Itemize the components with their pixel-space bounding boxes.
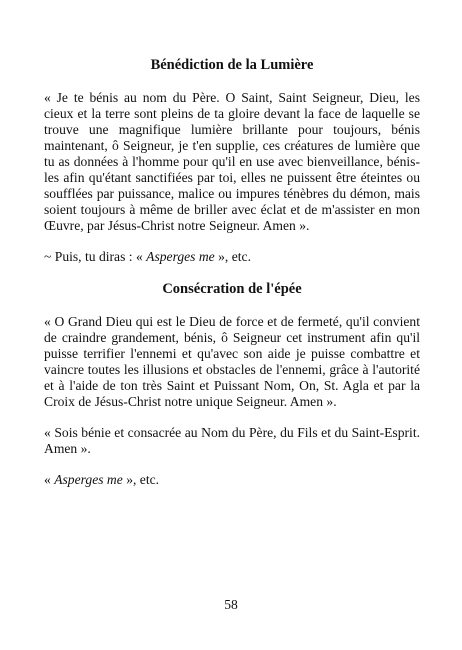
page-content — [44, 56, 420, 503]
benediction-note-prefix: ~ Puis, tu diras : « — [44, 249, 147, 264]
consecration-note — [44, 472, 420, 488]
benediction-prayer: « Je te bénis au nom du Père. O Saint, Saint Seigneur, Dieu, les cieux et la terre sont pleins de ta gloire devant la face de laquelle se trouve une magnifique lumière brillante pour toujours, bénis maintenant, ô Seigneur, je t'en supplie, ces créatures de lumière que tu as données à l'homme pour qu'il en use avec bienveillance, bénis-les afin qu'étant sanctifiées par toi, elles ne puissent être éteintes ou soufflées par puissance, malice ou impures ténèbres du démon, mais soient toujours à même de briller avec éclat et de m'assister en mon Œuvre, par Jésus-Christ notre Seigneur. Amen ». — [44, 90, 420, 233]
consecration-note-prefix: « — [44, 472, 55, 487]
page-number: 58 — [224, 597, 238, 612]
consecration-prayer: « O Grand Dieu qui est le Dieu de force et de fermeté, qu'il convient de craindre grandement, bénis, ô Seigneur cet instrument afin qu'il puisse terrifier l'ennemi et qu'avec son aide je puisse combattre et vaincre toutes les illusions et obstacles de l'ennemi, grâce à l'autorité et à l'aide de ton très Saint et Puissant Nom, On, St. Agla et par la Croix de Jésus-Christ notre unique Seigneur. Amen ». — [44, 314, 420, 409]
benediction-note-suffix: », etc. — [214, 249, 251, 264]
consecration-note-suffix: », etc. — [122, 472, 160, 487]
section-title-consecration: Consécration de l'épée — [162, 281, 302, 297]
consecration-note-italic: Asperges me — [54, 472, 123, 487]
benediction-note — [44, 249, 420, 265]
benediction-note-italic: Asperges me — [146, 249, 215, 264]
consecration-blessing: « Sois bénie et consacrée au Nom du Père, du Fils et du Saint-Esprit. Amen ». — [44, 425, 420, 456]
section-title-benediction: Bénédiction de la Lumière — [150, 57, 314, 73]
